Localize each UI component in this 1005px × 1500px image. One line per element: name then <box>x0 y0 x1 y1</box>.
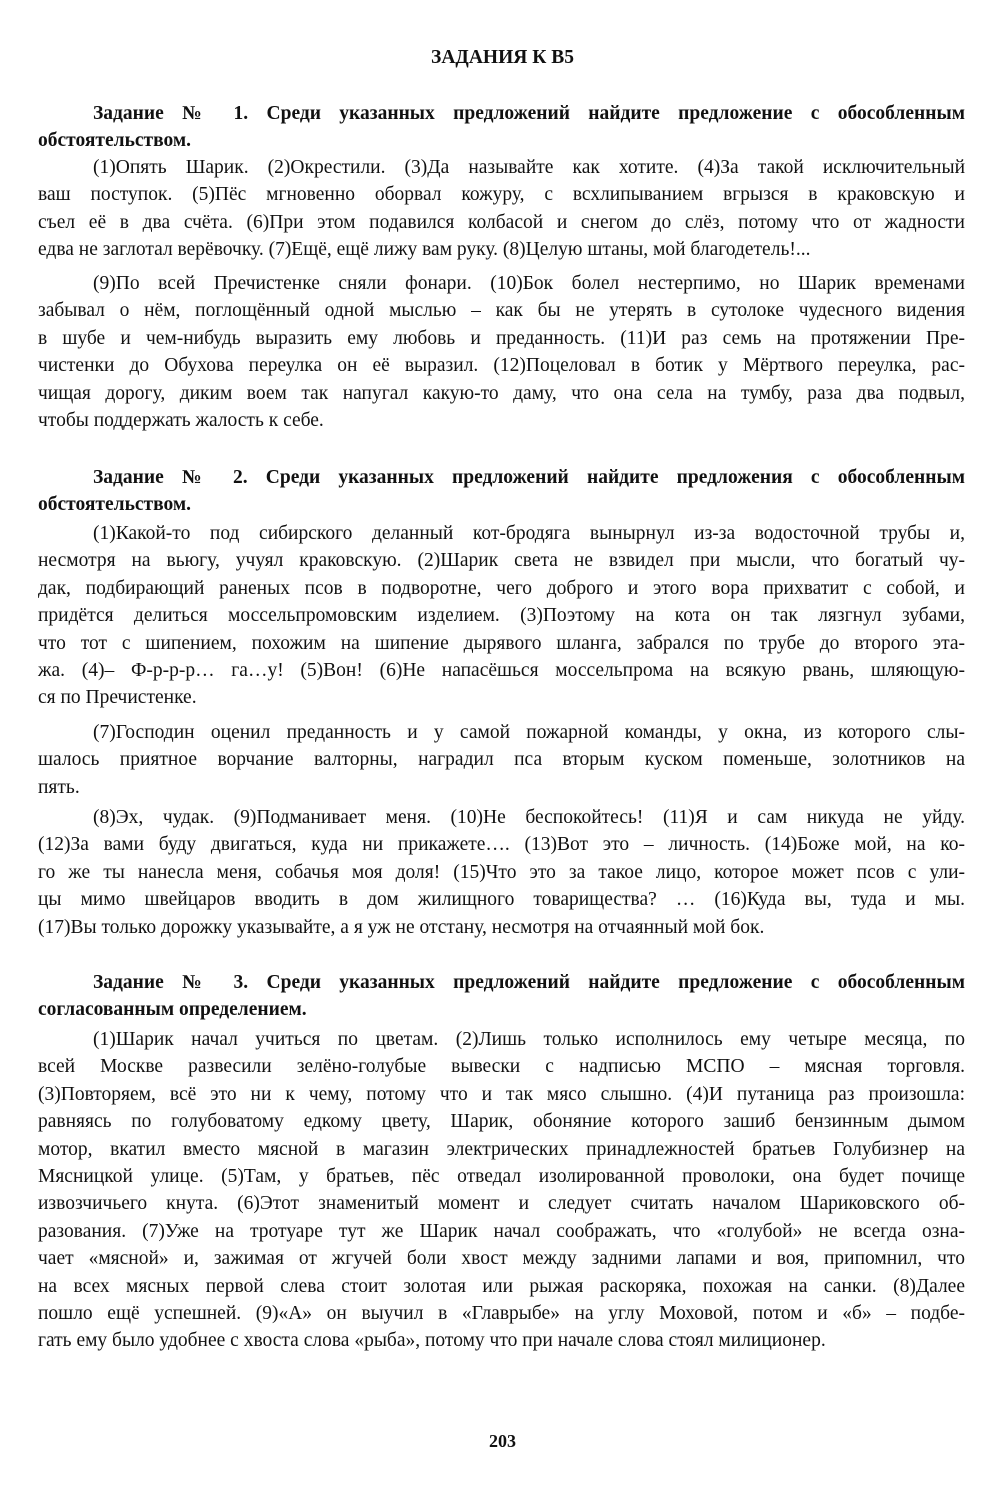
text-line: чтобы поддержать жалость к себе. <box>38 409 324 431</box>
text-line: мотор, вкатил вместо мясной в магазин электрических принадлежностей братьев Голубизнер на <box>38 1138 965 1160</box>
text-line: (1)Какой-то под сибирского деланный кот-бродяга вынырнул из-за водосточной трубы и, <box>93 523 965 544</box>
text-line: гать ему было удобнее с хвоста слова «рыба», потому что при начале слова стоял милиционер. <box>38 1330 826 1352</box>
text-line: обстоятельством. <box>38 494 192 516</box>
text-line: едва не заглотал верёвочку. (7)Ещё, ещё лижу вам руку. (8)Целую штаны, мой благодетель!... <box>38 239 811 261</box>
text-line: на всех мясных первой слева стоит золотая или рыжая раскоряка, похожая на санки. (8)Далее <box>38 1275 965 1297</box>
text-line: (3)Повторяем, всё это ни к чему, потому что и так мясо слышно. (4)И путаница раз произошла: <box>38 1083 965 1105</box>
text-line: ся по Пречистенке. <box>38 687 197 709</box>
text-line: (12)За вами буду двигаться, куда ни прикажете…. (13)Вот это – личность. (14)Боже мой, на ко- <box>38 834 965 856</box>
text-line: чищая дорогу, диким воем так напугал какую-то даму, что она села на тумбу, раза два подвыл, <box>38 382 965 404</box>
text-line: (1)Опять Шарик. (2)Окрестили. (3)Да называйте как хотите. (4)За такой исключительный <box>93 157 965 178</box>
text-line: (8)Эх, чудак. (9)Подманивает меня. (10)Не беспокойтесь! (11)Я и сам никуда не уйду. <box>93 807 965 828</box>
text-line: ваш поступок. (5)Пёс мгновенно оборвал кожуру, с всхлипыванием вгрызся в краковскую и <box>38 184 965 206</box>
text-line: го же ты нанесла меня, собачья моя доля! (15)Что это за такое лицо, которое может псов с ули- <box>38 861 965 883</box>
page-number: 203 <box>489 1431 516 1451</box>
text-line: съел её в два счёта. (6)При этом подавился колбасой и снегом до слёз, потому что от жадности <box>38 211 965 233</box>
text-line: Мясницкой улице. (5)Там, у братьев, пёс отведал изолированной проволоки, она будет почище <box>38 1165 965 1187</box>
text-line: извозчичьего кнута. (6)Этот знаменитый момент и следует считать началом Шариковского об- <box>38 1193 965 1215</box>
paragraph <box>38 154 965 264</box>
text-line: в шубе и чем-нибудь выразить ему любовь и преданность. (11)И раз семь на протяжении Пре- <box>38 327 965 349</box>
text-line: всей Москве развесили зелёно-голубые вывески с надписью МСПО – мясная торговля. <box>38 1056 965 1078</box>
text-line: чистенки до Обухова переулка он её выразил. (12)Поцеловал в ботик у Мёртвого переулка, рас- <box>38 355 965 377</box>
text-line: цы мимо швейцаров вводить в дом жилищного товарищества? … (16)Куда вы, туда и мы. <box>38 889 965 911</box>
text-line: Задание № 1. Среди указанных предложений найдите предложение с обособленным <box>93 103 965 124</box>
task-heading <box>38 464 965 519</box>
text-line: пять. <box>38 776 80 798</box>
paragraph <box>38 804 965 941</box>
paragraph <box>38 270 965 434</box>
text-line: придётся делиться моссельпромовским изделием. (3)Поэтому на кота он так лязгнул зубами, <box>38 605 965 627</box>
task-heading <box>38 969 965 1024</box>
text-line: жа. (4)– Ф-р-р-р… га…у! (5)Вон! (6)Не напасёшься моссельпрома на всякую рвань, шляющую- <box>38 659 965 681</box>
page-title: ЗАДАНИЯ К В5 <box>431 47 574 68</box>
text-line: Задание № 3. Среди указанных предложений найдите предложение с обособленным <box>93 972 965 993</box>
text-line: несмотря на вьюгу, учуял краковскую. (2)Шарик света не взвидел при мысли, что богатый чу- <box>38 550 965 572</box>
text-line: шалось приятное ворчание валторны, наградил пса вторым куском поменьше, золотников на <box>38 749 965 771</box>
text-line: дак, подбирающий раненых псов в подворотне, чего доброго и этого вора прихватит с собой, и <box>38 577 965 599</box>
paragraph <box>38 719 965 801</box>
task-heading <box>38 100 965 155</box>
text-line: (1)Шарик начал учиться по цветам. (2)Лишь только исполнилось ему четыре месяца, по <box>93 1029 965 1050</box>
paragraph <box>38 520 965 712</box>
text-line: (9)По всей Пречистенке сняли фонари. (10)Бок болел нестерпимо, но Шарик временами <box>93 273 965 294</box>
text-line: согласованным определением. <box>38 999 307 1021</box>
paragraph <box>38 1026 965 1355</box>
text-line: Задание № 2. Среди указанных предложений найдите предложения с обособленным <box>93 467 965 488</box>
text-line: чает «мясной» и, зажимая от жгучей боли хвост между задними лапами и воя, припомнил, что <box>38 1248 965 1270</box>
text-line: пошло ещё успешней. (9)«А» он выучил в «Главрыбе» на углу Моховой, потом и «б» – подбе- <box>38 1302 965 1324</box>
text-line: (17)Вы только дорожку указывайте, а я уж не отстану, несмотря на отчаянный мой бок. <box>38 916 765 938</box>
text-line: разования. (7)Уже на тротуаре тут же Шарик начал соображать, что «голубой» не всегда озна- <box>38 1220 965 1242</box>
text-line: что тот с шипением, похожим на шипение дырявого шланга, забрался по трубе до второго эта- <box>38 632 965 654</box>
text-line: равняясь по голубоватому едкому цвету, Шарик, обоняние которого зашиб бензинным дымом <box>38 1111 965 1133</box>
text-line: забывал о нём, поглощённый одной мыслью – как бы не утерять в сутолоке чудесного видения <box>38 300 965 322</box>
text-line: (7)Господин оценил преданность и у самой пожарной команды, у окна, из которого слы- <box>93 722 965 743</box>
text-line: обстоятельством. <box>38 130 192 152</box>
